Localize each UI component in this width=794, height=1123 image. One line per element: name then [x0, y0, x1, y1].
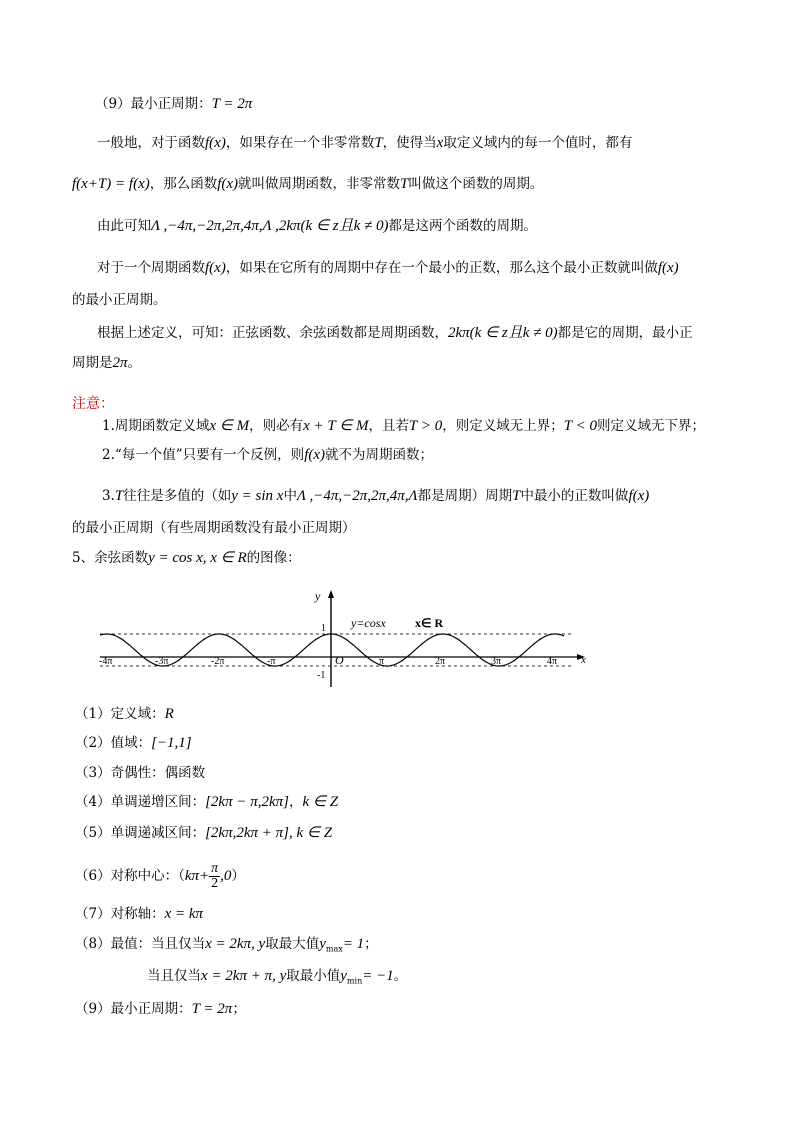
x-tick-label: -4π	[99, 656, 113, 667]
prop-8-line-2	[147, 967, 407, 991]
math: f(x)	[657, 260, 679, 276]
text: 取定义域内的每一个值时，都有	[443, 135, 633, 151]
pi-over-2-fraction	[209, 862, 220, 891]
text: （8）最值：当且仅当	[75, 936, 206, 952]
text: （7）对称轴：	[75, 906, 165, 922]
math: = −1	[362, 968, 394, 984]
x-tick-label: 3π	[491, 656, 502, 667]
math: f(x)	[205, 135, 226, 151]
text: 都是这两个函数的周期。	[388, 218, 537, 234]
text: 1.周期函数定义域	[102, 418, 210, 434]
math: [2kπ − π,2kπ]	[205, 794, 289, 810]
text: （9）最小正周期：	[75, 1001, 192, 1017]
note-2	[102, 446, 433, 464]
math: x + T ∈ M	[303, 418, 369, 434]
math: 2kπ(k ∈ z且k ≠ 0)	[448, 325, 558, 341]
text: 一般地，对于函数	[97, 135, 205, 151]
text: 就叫做周期函数，非零常数	[238, 176, 401, 192]
y-axis-label: y	[315, 589, 321, 603]
example-line	[97, 217, 537, 235]
text: （4）单调递增区间：	[75, 794, 206, 810]
text: ，那么函数	[149, 176, 218, 192]
text: 当且仅当	[147, 968, 201, 984]
math: x = 2kπ, y	[205, 936, 266, 952]
text: 就不为周期函数；	[325, 447, 434, 463]
y-tick-neg1: -1	[317, 670, 326, 681]
x-tick-label: -2π	[211, 656, 225, 667]
prev-item-9	[95, 95, 252, 113]
text: 3.	[102, 488, 115, 504]
prop-2	[75, 734, 192, 752]
text: ）	[231, 868, 245, 884]
math: [2kπ,2kπ + π], k ∈ Z	[205, 825, 333, 841]
math: [−1,1]	[151, 735, 192, 751]
x-tick-label: π	[379, 656, 385, 667]
math: f(x+T) = f(x)	[72, 176, 150, 192]
x-axis-label: x	[581, 654, 586, 666]
text: （6）对称中心：（	[75, 868, 185, 884]
x-tick-label: -3π	[155, 656, 169, 667]
subscript: min	[346, 976, 363, 986]
math: Λ ,−4π,−2π,2π,4π,Λ ,2kπ(k ∈ z且k ≠ 0)	[151, 218, 389, 234]
text: 5、余弦函数	[72, 550, 149, 566]
text: （1）定义域：	[75, 706, 165, 722]
x-tick-label: 2π	[435, 656, 446, 667]
conclusion-line-2	[72, 354, 141, 372]
y-tick-1: 1	[321, 623, 326, 634]
math: T < 0	[563, 418, 597, 434]
text: ；	[232, 1001, 246, 1017]
text: 中	[283, 488, 297, 504]
y-axis-arrow	[328, 590, 334, 598]
math: x = kπ	[164, 906, 204, 922]
text: ，则必有	[249, 418, 304, 434]
math: f(x)	[205, 260, 226, 276]
math: T	[374, 135, 383, 151]
text: 根据上述定义，可知：正弦函数、余弦函数都是周期函数，	[97, 325, 448, 341]
text: ；	[364, 936, 378, 952]
text: ，如果在它所有的周期中存在一个最小的正数，那么这个最小正数就叫做	[225, 260, 658, 276]
text: 由此可知	[97, 218, 151, 234]
math: f(x)	[304, 447, 326, 463]
prop-7	[75, 905, 203, 923]
prop-6	[75, 860, 245, 892]
text: 取最小值	[286, 968, 341, 984]
prop-8-line-1	[75, 935, 378, 959]
math: kπ+	[184, 868, 210, 884]
text: 都是它的周期，最小正	[557, 325, 693, 341]
math: T	[400, 176, 409, 192]
note-3-line-1	[102, 487, 649, 505]
text: 。	[127, 355, 142, 371]
curve-label: y=cosx	[351, 616, 386, 630]
math: T	[512, 488, 521, 504]
text: ，	[289, 794, 303, 810]
math: R	[164, 706, 174, 722]
prop-3	[75, 764, 205, 782]
text: ，如果存在一个非零常数	[225, 135, 375, 151]
conclusion-line-1	[97, 324, 693, 342]
math: T	[114, 488, 124, 504]
prop-9	[75, 1000, 246, 1018]
prop-5	[75, 824, 332, 842]
text: 的图像：	[246, 550, 301, 566]
text: 的最小正周期（有些周期函数没有最小正周期）	[72, 520, 356, 536]
x-tick-label: 4π	[547, 656, 558, 667]
math: x	[436, 135, 444, 151]
fraction-numerator: π	[211, 861, 219, 876]
prop-4	[75, 793, 338, 811]
text: 。	[393, 968, 408, 984]
text: 叫做这个函数的周期。	[408, 176, 544, 192]
prev-item-9-label: （9）最小正周期：	[95, 96, 212, 112]
math: f(x)	[628, 488, 650, 504]
text: ，且若	[368, 418, 410, 434]
math: T > 0	[409, 418, 443, 434]
definition-line-2	[72, 175, 543, 193]
math: y	[319, 936, 326, 952]
math: 2π	[112, 355, 128, 371]
math: k ∈ Z	[302, 794, 339, 810]
x-ticks	[99, 656, 557, 667]
math: y = sin x	[231, 488, 284, 504]
text: ，则定义域无上界；	[442, 418, 564, 434]
prop-1	[75, 705, 174, 723]
math: Λ ,−4π,−2π,2π,4π,Λ	[296, 488, 418, 504]
subscript: max	[325, 944, 343, 954]
min-period-line-1	[97, 259, 679, 277]
min-period-line-2	[72, 291, 167, 309]
math: ,0	[220, 868, 232, 884]
x-tick-label: -π	[267, 656, 276, 667]
math: T = 2π	[191, 1001, 233, 1017]
notes-title: 注意：	[72, 396, 114, 412]
text: 对于一个周期函数	[97, 260, 205, 276]
text: 取最大值	[265, 936, 320, 952]
text: 往往是多值的（如	[123, 488, 232, 504]
math: f(x)	[217, 176, 239, 192]
domain-label: x∈ R	[415, 616, 444, 630]
text: （2）值域：	[75, 735, 152, 751]
prev-item-9-math: T = 2π	[211, 96, 253, 112]
math: y	[340, 968, 347, 984]
text: 2.“每一个值”只要有一个反例，则	[102, 447, 305, 463]
math: y = cos x, x ∈ R	[148, 550, 247, 566]
text: 周期是	[72, 355, 113, 371]
text: 都是周期）周期	[417, 488, 513, 504]
cosine-graph	[95, 585, 595, 690]
text: 的最小正周期。	[72, 292, 167, 308]
math: = 1	[342, 936, 365, 952]
section-5-heading	[72, 549, 301, 567]
math: x = 2kπ + π, y	[201, 968, 287, 984]
definition-line-1	[97, 134, 632, 152]
fraction-denominator: 2	[211, 876, 219, 891]
text: 则定义域无下界；	[596, 418, 705, 434]
text: （3）奇偶性：偶函数	[75, 765, 206, 781]
math: x ∈ M	[209, 418, 250, 434]
text: （5）单调递减区间：	[75, 825, 206, 841]
text: ，使得当	[382, 135, 437, 151]
origin-label: O	[335, 653, 344, 667]
note-3-line-2	[72, 519, 356, 537]
text: 中最小的正数叫做	[520, 488, 629, 504]
note-1	[102, 417, 705, 435]
